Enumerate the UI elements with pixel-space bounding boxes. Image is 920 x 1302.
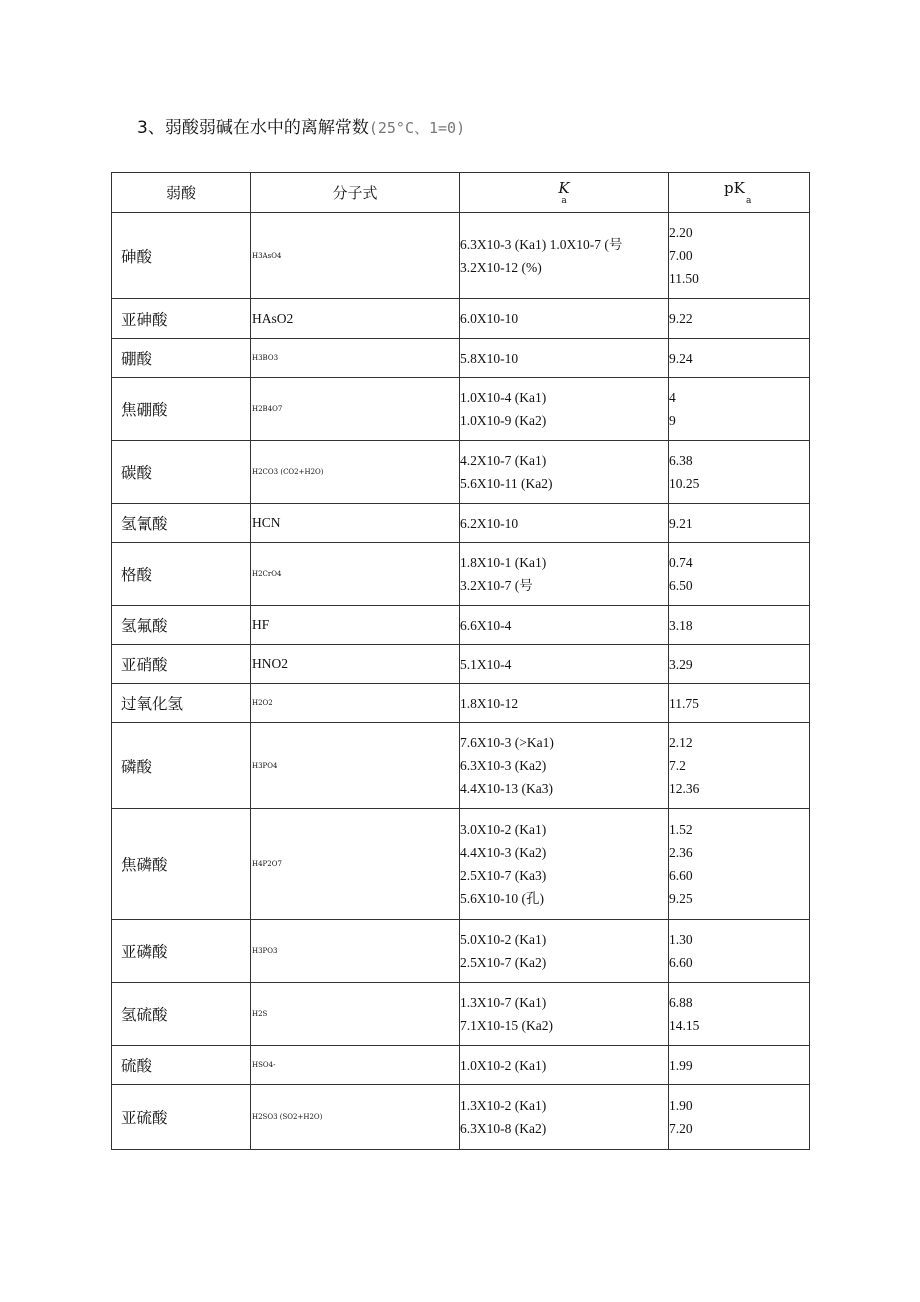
header-acid: 弱酸 [112, 173, 251, 213]
ka-values [460, 504, 669, 543]
table-row [112, 299, 810, 339]
acid-name: 硫酸 [112, 1046, 251, 1085]
ka-value: 7.1X10-15 (Ka2) [460, 1018, 553, 1033]
ka-value: 5.6X10-11 (Ka2) [460, 476, 553, 491]
ka-value: 1.3X10-7 (Ka1) [460, 995, 547, 1010]
table-row [112, 684, 810, 723]
page-heading [137, 113, 465, 138]
ka-value: 6.2X10-10 [460, 515, 519, 531]
pka-values [669, 213, 810, 299]
acid-name: 亚硝酸 [112, 645, 251, 684]
pka-value: 7.00 [669, 248, 693, 263]
pka-value: 9.22 [669, 311, 693, 326]
acid-name: 格酸 [112, 543, 251, 606]
ka-value: 1.0X10-4 (Ka1) [460, 390, 547, 405]
table-row [112, 213, 810, 299]
molecular-formula: H3PO3 [251, 920, 460, 983]
pka-values [669, 809, 810, 920]
ka-values [460, 543, 669, 606]
molecular-formula: HAsO2 [251, 299, 460, 339]
pka-value: 0.74 [669, 555, 693, 570]
ka-value: 6.3X10-3 (Ka1) 1.0X10-7 (号 [460, 236, 623, 252]
ka-values [460, 339, 669, 378]
molecular-formula: H2CrO4 [251, 543, 460, 606]
ka-value: 3.2X10-12 (%) [460, 259, 542, 275]
acid-name: 氢氟酸 [112, 606, 251, 645]
table-row [112, 339, 810, 378]
pka-value: 9.24 [669, 350, 693, 366]
pka-values [669, 543, 810, 606]
ka-value: 3.0X10-2 (Ka1) [460, 822, 547, 837]
pka-value: 14.15 [669, 1018, 700, 1033]
table-row [112, 378, 810, 441]
acid-name: 焦硼酸 [112, 378, 251, 441]
pka-value: 9.25 [669, 891, 693, 906]
ka-values [460, 1046, 669, 1085]
pka-value: 1.30 [669, 932, 693, 947]
pka-value: 10.25 [669, 476, 700, 491]
acid-name: 硼酸 [112, 339, 251, 378]
molecular-formula: H2SO3 (SO2+H2O) [251, 1085, 460, 1150]
pka-values [669, 1046, 810, 1085]
dissociation-constants-table [111, 172, 810, 1150]
acid-name: 亚磷酸 [112, 920, 251, 983]
ka-value: 6.0X10-10 [460, 311, 519, 326]
pka-value: 3.29 [669, 656, 693, 672]
pka-value: 12.36 [669, 781, 700, 796]
molecular-formula: HSO4- [251, 1046, 460, 1085]
pka-value: 1.99 [669, 1057, 693, 1073]
ka-value: 4.2X10-7 (Ka1) [460, 453, 547, 468]
pka-value: 1.90 [669, 1098, 693, 1113]
acid-name: 磷酸 [112, 723, 251, 809]
ka-values [460, 299, 669, 339]
pka-values [669, 299, 810, 339]
pka-value: 11.75 [669, 695, 699, 711]
table-row [112, 1085, 810, 1150]
pka-value: 6.60 [669, 955, 693, 970]
molecular-formula: H2S [251, 983, 460, 1046]
acid-name: 亚硫酸 [112, 1085, 251, 1150]
ka-value: 7.6X10-3 (>Ka1) [460, 735, 554, 750]
ka-value: 5.6X10-10 (孔) [460, 891, 544, 906]
ka-value: 3.2X10-7 (号 [460, 578, 533, 593]
ka-value: 2.5X10-7 (Ka2) [460, 955, 547, 970]
pka-values [669, 645, 810, 684]
header-ka-sub: a [561, 196, 567, 206]
molecular-formula: HNO2 [251, 645, 460, 684]
pka-value: 7.2 [669, 758, 686, 773]
table-row [112, 920, 810, 983]
header-pka [669, 173, 810, 213]
header-pka-main: pK [724, 179, 745, 197]
molecular-formula: HCN [251, 504, 460, 543]
pka-values [669, 441, 810, 504]
pka-values [669, 983, 810, 1046]
pka-values [669, 920, 810, 983]
molecular-formula: H3BO3 [251, 339, 460, 378]
ka-values [460, 920, 669, 983]
pka-value: 6.38 [669, 453, 693, 468]
ka-value: 6.3X10-8 (Ka2) [460, 1121, 547, 1136]
ka-value: 1.3X10-2 (Ka1) [460, 1098, 547, 1113]
acid-name: 碳酸 [112, 441, 251, 504]
table-row [112, 504, 810, 543]
molecular-formula: H2O2 [251, 684, 460, 723]
ka-values [460, 983, 669, 1046]
ka-values [460, 378, 669, 441]
ka-value: 1.8X10-12 [460, 695, 519, 711]
ka-values [460, 441, 669, 504]
table-row [112, 645, 810, 684]
pka-value: 9.21 [669, 515, 693, 531]
molecular-formula: H3AsO4 [251, 213, 460, 299]
ka-value: 4.4X10-13 (Ka3) [460, 781, 553, 796]
pka-values [669, 606, 810, 645]
pka-values [669, 378, 810, 441]
acid-name: 过氧化氢 [112, 684, 251, 723]
ka-values [460, 1085, 669, 1150]
ka-values [460, 684, 669, 723]
table-row [112, 441, 810, 504]
acid-name: 焦磷酸 [112, 809, 251, 920]
pka-value: 2.20 [669, 225, 693, 240]
heading-condition: (25°C、1=0) [368, 119, 466, 137]
table-row [112, 543, 810, 606]
header-pka-sub: a [746, 196, 752, 206]
pka-value: 6.60 [669, 868, 693, 883]
ka-values [460, 213, 669, 299]
pka-value: 2.12 [669, 735, 693, 750]
ka-value: 1.0X10-9 (Ka2) [460, 413, 547, 428]
ka-value: 5.0X10-2 (Ka1) [460, 932, 547, 947]
pka-value: 9 [669, 413, 676, 428]
ka-value: 6.6X10-4 [460, 617, 512, 633]
header-ka-main: K [558, 179, 570, 197]
ka-value: 1.8X10-1 (Ka1) [460, 555, 547, 570]
acid-name: 氢硫酸 [112, 983, 251, 1046]
table-header-row [112, 173, 810, 213]
molecular-formula: H3PO4 [251, 723, 460, 809]
pka-values [669, 1085, 810, 1150]
ka-value: 5.1X10-4 [460, 656, 512, 672]
ka-value: 2.5X10-7 (Ka3) [460, 868, 547, 883]
ka-value: 5.8X10-10 [460, 350, 519, 366]
molecular-formula: H4P2O7 [251, 809, 460, 920]
header-formula: 分子式 [251, 173, 460, 213]
molecular-formula: H2B4O7 [251, 378, 460, 441]
pka-values [669, 339, 810, 378]
ka-values [460, 723, 669, 809]
ka-value: 4.4X10-3 (Ka2) [460, 845, 547, 860]
ka-value: 1.0X10-2 (Ka1) [460, 1057, 547, 1073]
pka-value: 6.88 [669, 995, 693, 1010]
molecular-formula: H2CO3 (CO2+H2O) [251, 441, 460, 504]
ka-value: 6.3X10-3 (Ka2) [460, 758, 547, 773]
pka-value: 1.52 [669, 822, 693, 837]
pka-value: 6.50 [669, 578, 693, 593]
pka-value: 4 [669, 390, 676, 405]
acid-name: 氢氰酸 [112, 504, 251, 543]
pka-value: 11.50 [669, 271, 699, 286]
pka-values [669, 684, 810, 723]
heading-text: 3、弱酸弱碱在水中的离解常数 [137, 118, 369, 138]
pka-values [669, 504, 810, 543]
pka-value: 2.36 [669, 845, 693, 860]
pka-value: 7.20 [669, 1121, 693, 1136]
table-body [112, 213, 810, 1150]
molecular-formula: HF [251, 606, 460, 645]
header-ka [460, 173, 669, 213]
table-row [112, 606, 810, 645]
ka-values [460, 606, 669, 645]
pka-values [669, 723, 810, 809]
table-row [112, 1046, 810, 1085]
acid-name: 亚砷酸 [112, 299, 251, 339]
table-row [112, 723, 810, 809]
pka-value: 3.18 [669, 617, 693, 633]
ka-values [460, 645, 669, 684]
acid-name: 砷酸 [112, 213, 251, 299]
ka-values [460, 809, 669, 920]
table-row [112, 809, 810, 920]
table-row [112, 983, 810, 1046]
